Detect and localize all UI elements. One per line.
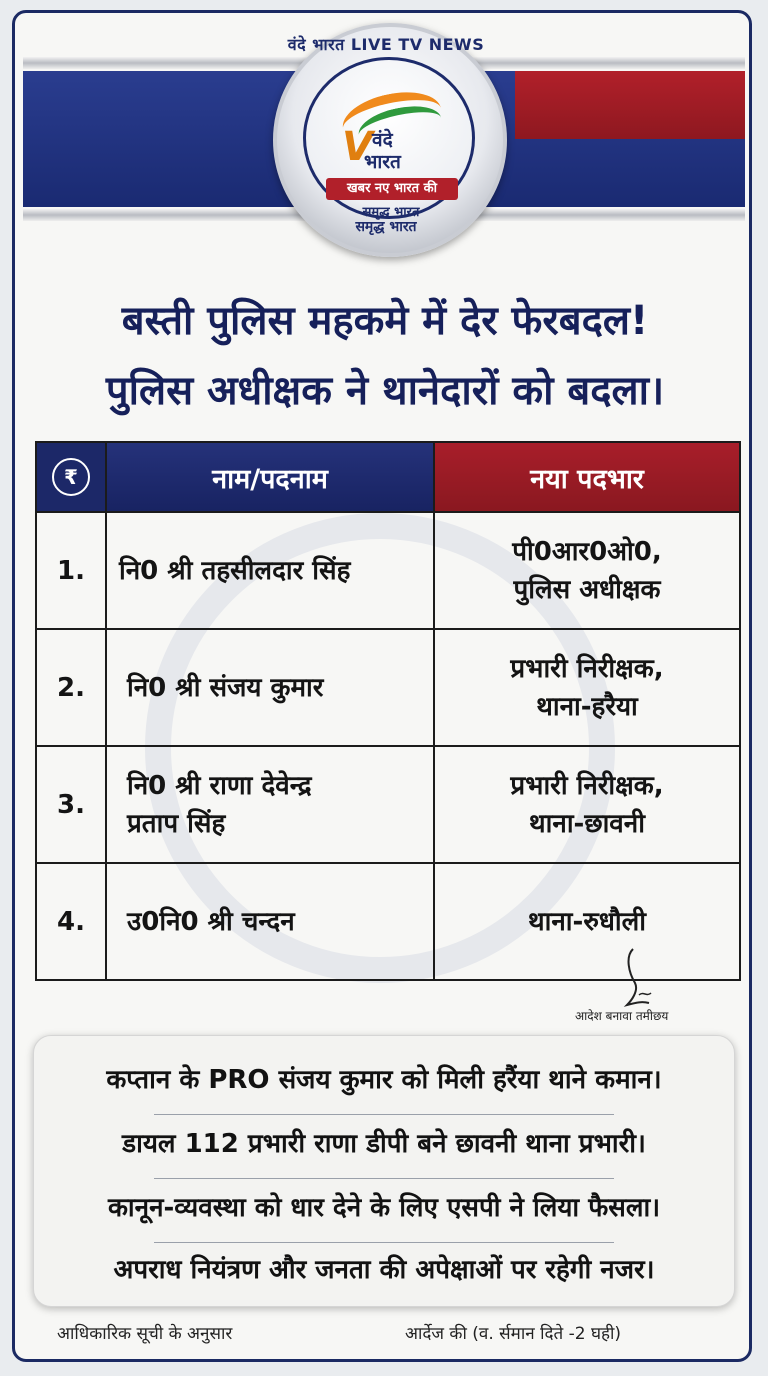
table-row — [36, 512, 740, 629]
post-line: प्रभारी निरीक्षक, — [510, 653, 664, 684]
headline-line1: बस्ती पुलिस महकमे में देर फेरबदल! — [121, 298, 649, 344]
logo-emblem — [303, 57, 475, 219]
row-number: 4. — [36, 863, 106, 980]
header-new-post: नया पदभार — [434, 442, 740, 512]
name-line: प्रताप सिंह — [127, 808, 226, 839]
rupee-icon: ₹ — [52, 458, 90, 496]
table-header-row — [36, 442, 740, 512]
channel-logo — [273, 23, 507, 257]
logo-v-mark: V — [342, 124, 373, 170]
post-line: पुलिस अधीक्षक — [513, 574, 661, 605]
post-line: थाना-हरैया — [536, 691, 638, 722]
poster-frame — [12, 10, 752, 1362]
logo-name-line1: वंदे — [372, 129, 393, 151]
summary-line: कानून-व्यवस्था को धार देने के लिए एसपी ने लिया फैसला। — [107, 1193, 661, 1223]
post-line: प्रभारी निरीक्षक, — [510, 770, 664, 801]
summary-line: कप्तान के PRO संजय कुमार को मिली हरैंया थाने कमान। — [106, 1065, 662, 1095]
headline-line2: पुलिस अधीक्षक ने थानेदारों को बदला। — [105, 368, 665, 414]
officer-name — [106, 746, 434, 863]
footer-left: आधिकारिक सूची के अनुसार — [57, 1324, 233, 1344]
table-row — [36, 746, 740, 863]
new-post: थाना-रुधौली — [434, 863, 740, 980]
logo-tagline: समृद्ध भारत — [362, 205, 420, 220]
name-line: नि0 श्री राणा देवेन्द्र — [127, 770, 312, 801]
transfer-table — [35, 441, 741, 981]
logo-name-line2: भारत — [364, 151, 401, 173]
logo-top-text: वंदे भारत LIVE TV NEWS — [287, 35, 485, 54]
table-row — [36, 629, 740, 746]
summary-box — [33, 1035, 735, 1307]
new-post — [434, 629, 740, 746]
row-number: 3. — [36, 746, 106, 863]
post-line: पी0आर0ओ0, — [512, 536, 662, 567]
new-post — [434, 512, 740, 629]
divider — [154, 1242, 614, 1243]
new-post — [434, 746, 740, 863]
officer-name: उ0नि0 श्री चन्दन — [106, 863, 434, 980]
summary-line: डायल 112 प्रभारी राणा डीपी बने छावनी थाना प्रभारी। — [122, 1129, 646, 1159]
post-line: थाना-छावनी — [529, 808, 645, 839]
row-number: 1. — [36, 512, 106, 629]
officer-name: नि0 श्री तहसीलदार सिंह — [106, 512, 434, 629]
divider — [154, 1178, 614, 1179]
header-icon-cell — [36, 442, 106, 512]
header-name: नाम/पदनाम — [106, 442, 434, 512]
logo-ribbon: खबर नए भारत की — [326, 178, 458, 200]
row-number: 2. — [36, 629, 106, 746]
logo-tagline-bottom: समृद्ध भारत — [355, 219, 417, 235]
divider — [154, 1114, 614, 1115]
footer-right: आर्देज की (व. र्समान दिते -2 घही) — [405, 1324, 622, 1344]
summary-line: अपराध नियंत्रण और जनता की अपेक्षाओं पर रहेगी नजर। — [113, 1255, 655, 1285]
signature-label: आदेश बनावा तमीछय — [575, 1009, 669, 1023]
officer-name: नि0 श्री संजय कुमार — [106, 629, 434, 746]
red-band — [515, 71, 745, 139]
signature-mark — [605, 943, 665, 1013]
